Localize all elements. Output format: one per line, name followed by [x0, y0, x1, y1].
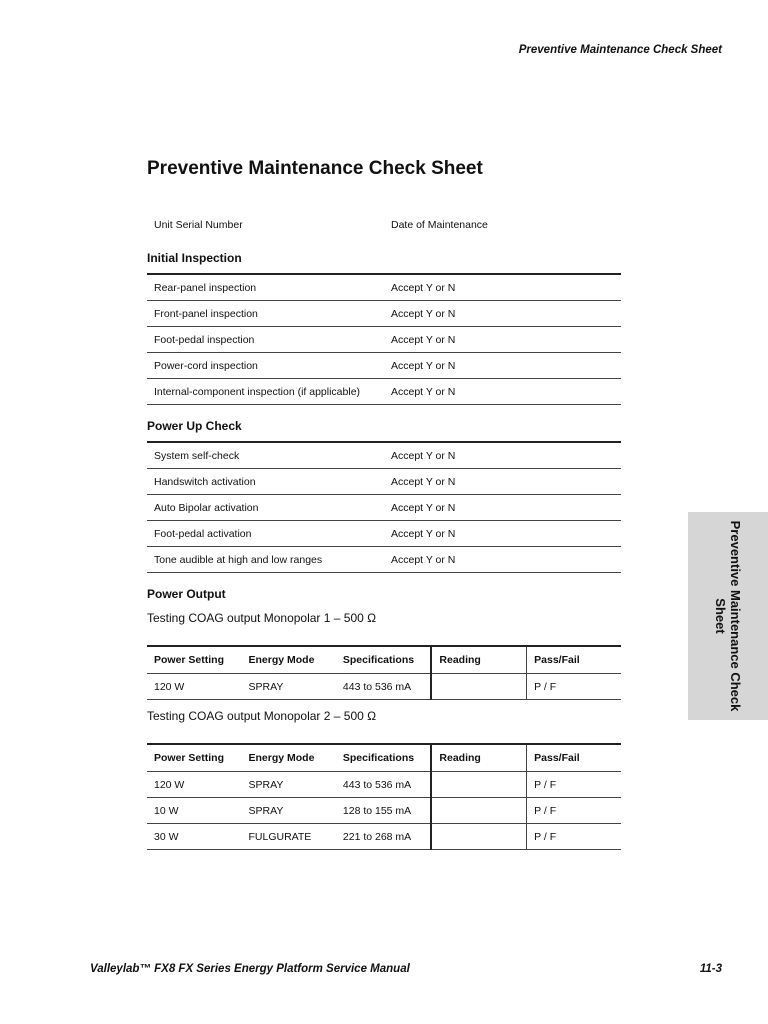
- check-result: Accept Y or N: [384, 442, 621, 469]
- chapter-side-tab: [688, 512, 768, 720]
- pass-fail-cell: P / F: [527, 824, 621, 850]
- table-row: [147, 442, 621, 469]
- table-row: [147, 379, 621, 405]
- column-header-reading: Reading: [431, 646, 526, 674]
- check-result: Accept Y or N: [384, 469, 621, 495]
- column-header-energy-mode: Energy Mode: [242, 646, 336, 674]
- unit-serial-label: Unit Serial Number: [154, 219, 243, 231]
- table-row: [147, 772, 621, 798]
- serial-date-row: [147, 219, 621, 231]
- column-header-power-setting: Power Setting: [147, 744, 242, 772]
- check-item: Foot-pedal inspection: [147, 327, 384, 353]
- check-item: Rear-panel inspection: [147, 274, 384, 301]
- table-row: [147, 547, 621, 573]
- table-row: [147, 327, 621, 353]
- specifications-cell: 443 to 536 mA: [336, 674, 432, 700]
- column-header-pass-fail: Pass/Fail: [527, 744, 621, 772]
- check-item: Power-cord inspection: [147, 353, 384, 379]
- reading-cell: [431, 824, 526, 850]
- check-result: Accept Y or N: [384, 353, 621, 379]
- pass-fail-cell: P / F: [527, 674, 621, 700]
- initial-inspection-table: [147, 273, 621, 405]
- energy-mode-cell: SPRAY: [242, 674, 336, 700]
- check-result: Accept Y or N: [384, 547, 621, 573]
- monopolar-1-output-table: [147, 645, 621, 700]
- table-row: [147, 521, 621, 547]
- footer-page-number: 11-3: [699, 963, 722, 975]
- power-setting-cell: 10 W: [147, 798, 242, 824]
- column-header-pass-fail: Pass/Fail: [527, 646, 621, 674]
- power-up-check-heading: Power Up Check: [147, 419, 242, 433]
- table-row: [147, 469, 621, 495]
- pass-fail-cell: P / F: [527, 772, 621, 798]
- reading-cell: [431, 674, 526, 700]
- reading-cell: [431, 798, 526, 824]
- side-tab-text: [713, 512, 743, 720]
- column-header-power-setting: Power Setting: [147, 646, 242, 674]
- side-tab-line-2: Sheet: [713, 598, 728, 634]
- table-row: [147, 674, 621, 700]
- check-result: Accept Y or N: [384, 327, 621, 353]
- page-title: Preventive Maintenance Check Sheet: [147, 158, 483, 179]
- check-item: Tone audible at high and low ranges: [147, 547, 384, 573]
- check-item: Auto Bipolar activation: [147, 495, 384, 521]
- table-row: [147, 274, 621, 301]
- table-row: [147, 824, 621, 850]
- reading-cell: [431, 772, 526, 798]
- energy-mode-cell: FULGURATE: [242, 824, 336, 850]
- check-result: Accept Y or N: [384, 521, 621, 547]
- check-result: Accept Y or N: [384, 301, 621, 327]
- monopolar-2-test-label: Testing COAG output Monopolar 2 – 500 Ω: [147, 709, 377, 723]
- energy-mode-cell: SPRAY: [242, 798, 336, 824]
- check-item: Internal-component inspection (if applicable): [147, 379, 384, 405]
- column-header-specifications: Specifications: [336, 744, 432, 772]
- power-setting-cell: 120 W: [147, 674, 242, 700]
- side-tab-line-1: Preventive Maintenance Check: [728, 520, 743, 712]
- check-item: Front-panel inspection: [147, 301, 384, 327]
- check-result: Accept Y or N: [384, 379, 621, 405]
- check-item: System self-check: [147, 442, 384, 469]
- power-setting-cell: 30 W: [147, 824, 242, 850]
- monopolar-2-output-table: [147, 743, 621, 850]
- column-header-energy-mode: Energy Mode: [242, 744, 336, 772]
- table-header-row: [147, 744, 621, 772]
- pass-fail-cell: P / F: [527, 798, 621, 824]
- check-result: Accept Y or N: [384, 274, 621, 301]
- power-up-check-table: [147, 441, 621, 573]
- column-header-reading: Reading: [431, 744, 526, 772]
- check-result: Accept Y or N: [384, 495, 621, 521]
- power-setting-cell: 120 W: [147, 772, 242, 798]
- specifications-cell: 221 to 268 mA: [336, 824, 432, 850]
- power-output-heading: Power Output: [147, 587, 226, 601]
- specifications-cell: 443 to 536 mA: [336, 772, 432, 798]
- table-row: [147, 353, 621, 379]
- initial-inspection-heading: Initial Inspection: [147, 251, 242, 265]
- column-header-specifications: Specifications: [336, 646, 432, 674]
- table-header-row: [147, 646, 621, 674]
- energy-mode-cell: SPRAY: [242, 772, 336, 798]
- table-row: [147, 301, 621, 327]
- check-item: Foot-pedal activation: [147, 521, 384, 547]
- specifications-cell: 128 to 155 mA: [336, 798, 432, 824]
- footer-manual-title: Valleylab™ FX8 FX Series Energy Platform Service Manual: [90, 963, 410, 975]
- running-head: Preventive Maintenance Check Sheet: [518, 44, 722, 56]
- date-of-maintenance-label: Date of Maintenance: [391, 219, 488, 231]
- monopolar-1-test-label: Testing COAG output Monopolar 1 – 500 Ω: [147, 611, 377, 625]
- table-row: [147, 495, 621, 521]
- check-item: Handswitch activation: [147, 469, 384, 495]
- table-row: [147, 798, 621, 824]
